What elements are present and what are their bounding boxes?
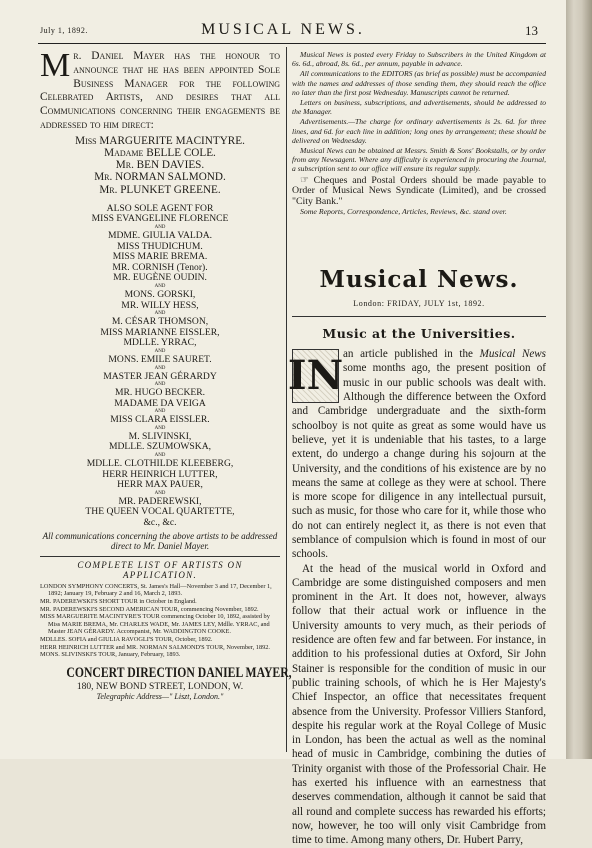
artist-name: HERR MAX PAUER, bbox=[117, 479, 203, 491]
masthead: Musical News. bbox=[319, 266, 519, 294]
artist-name: MISS MARIE BREMA. bbox=[112, 251, 208, 263]
artist-name: MR. HUGO BECKER. bbox=[114, 387, 206, 399]
and-separator: AND bbox=[154, 224, 166, 230]
artist-name: &c., &c. bbox=[143, 517, 177, 529]
artist-name: MDME. GIULIA VALDA. bbox=[107, 229, 213, 241]
artist-name: MDLLE. YRRAC, bbox=[123, 337, 197, 349]
notice-paragraph: Musical News can be obtained at Messrs. Smith & Sons' Bookstalls, or by order from any Newsagent. Where any difficulty is experienced in procuring the Journal, a subscription sent to our office will ensure its regular supply. bbox=[292, 146, 546, 174]
page-edge bbox=[566, 0, 592, 759]
masthead-dateline: London: FRIDAY, JULY 1st, 1892. bbox=[353, 299, 485, 309]
and-separator: AND bbox=[154, 283, 166, 289]
artist-name: Madame BELLE COLE. bbox=[104, 146, 216, 159]
artist-name: THE QUEEN VOCAL QUARTETTE, bbox=[85, 506, 235, 518]
notice-paragraph: Advertisements.—The charge for ordinary advertisements is 2s. 6d. for three lines, and 6d. for each line in addition; long ones by arrangement; these should be delivered on Wednesday. bbox=[292, 117, 546, 145]
divider-rule bbox=[40, 556, 280, 557]
artist-name: MR. WILLY HESS, bbox=[121, 299, 199, 311]
complete-list-heading: COMPLETE LIST OF ARTISTS ON APPLICATION. bbox=[77, 559, 243, 580]
masthead-rule bbox=[292, 316, 546, 317]
artist-name: Mr. PLUNKET GREENE. bbox=[99, 183, 221, 196]
artist-name: M. CÉSAR THOMSON, bbox=[111, 316, 209, 328]
notice-paragraph: Musical News is posted every Friday to Subscribers in the United Kingdom at 6s. 6d., abroad, 8s. 6d., per annum, payable in advance. bbox=[292, 50, 546, 69]
artist-name: Miss MARGUERITE MACINTYRE. bbox=[75, 134, 245, 147]
intro-drop-initial: M bbox=[40, 47, 71, 84]
column-divider bbox=[286, 47, 287, 752]
right-column bbox=[287, 50, 546, 848]
tour-item: MR. PADEREWSKI'S SHORT TOUR in October in England. bbox=[40, 598, 197, 606]
and-separator: AND bbox=[154, 382, 166, 388]
publisher-notices bbox=[292, 50, 546, 174]
advertisement-intro bbox=[40, 47, 280, 133]
and-separator: AND bbox=[154, 490, 166, 496]
artist-name: MDLLE. CLOTHILDE KLEEBERG, bbox=[86, 458, 234, 470]
reports-notice: Some Reports, Correspondence, Articles, Reviews, &c. stand over. bbox=[300, 207, 507, 217]
artist-name: MR. EUGÈNE OUDIN. bbox=[113, 272, 207, 284]
page-number: 13 bbox=[525, 23, 538, 38]
artist-name: MISS EVANGELINE FLORENCE bbox=[91, 213, 229, 225]
tour-item: LONDON SYMPHONY CONCERTS, St. James's Hall—November 3 and 17, December 1, 1892; January 19, February 2 and 16, March 2, 1893. bbox=[40, 582, 272, 598]
tour-item: MDLLES. SOFIA and GIULIA RAVOGLI'S TOUR, October, 1892. bbox=[40, 635, 213, 643]
article-drop-initial: IN bbox=[292, 349, 339, 403]
intro-text: r. Daniel Mayer has the honour to announce that he has been appointed Sole Business Manager for the following Celebrated Artists, and desires that all Communications concerning their engagements be addressed to him direct: bbox=[40, 50, 280, 131]
artist-name: MONS. EMILE SAURET. bbox=[108, 353, 212, 365]
artist-name: MASTER JEAN GÉRARDY bbox=[103, 370, 217, 382]
artist-name: MR. PADEREWSKI, bbox=[118, 495, 202, 507]
artist-name: MONS. GORSKI, bbox=[124, 288, 196, 300]
left-column bbox=[40, 47, 292, 701]
cheques-notice: ☞ Cheques and Postal Orders should be made payable to Order of Musical News Syndicate (Limited), and be crossed "City Bank." bbox=[292, 174, 546, 207]
article-paragraph: At the head of the musical world in Oxford and Cambridge are some distinguished composers and men prominent in the Art. It does not, however, always follow that their actual work or influence in the University amounts to very much, as their periods of residence are often few and far between. For instance, in addition to his professional duties at Oxford, Sir John Stainer is responsible for the condition of music in our public training schools, of which he is Her Majesty's Chief Inspector, an office that necessitates frequent absence from the University. Professor Villiers Stanford, despite his regular work at the Royal College of Music in London, has been the actual as well as the nominal head of music in Cambridge, combining the duties of Trinity organist with those of the Professorial Chair. He has exerted his influence with an earnestness that deserves commendation, although it cannot be said that all round and complete success has rewarded his efforts; now, however, he too will only visit Cambridge from time to time. Among many others, Dr. Hubert Parry, bbox=[292, 562, 546, 847]
tour-item: MISS MARGUERITE MACINTYRE'S TOUR commencing October 10, 1892, assisted by Miss MARIE BREMA, Mr. CHARLES WADE, Mr. JAMES LEY, Mdlle. YRRAC, and Master JEAN GÉRARDY. Accompanist, Mr. WADDINGTON COOKE. bbox=[40, 613, 270, 636]
artist-name: MISS CLARA EISSLER. bbox=[110, 414, 210, 426]
artist-name: MISS THUDICHUM. bbox=[117, 240, 203, 252]
agency-address: 180, NEW BOND STREET, LONDON, W. bbox=[76, 681, 244, 692]
main-artists-list bbox=[40, 136, 280, 196]
artist-name: Mr. BEN DAVIES. bbox=[115, 159, 205, 172]
header-rule bbox=[38, 43, 546, 44]
notice-paragraph: All communications to the EDITORS (as brief as possible) must be accompanied with the names and addresses of those sending them, they should reach the office no later than the first post Wednesday. Manuscripts cannot be returned. bbox=[292, 69, 546, 97]
artist-name: MADAME DA VEIGA bbox=[114, 397, 206, 409]
and-separator: AND bbox=[154, 311, 166, 317]
article-body bbox=[287, 347, 546, 847]
and-separator: AND bbox=[154, 409, 166, 415]
header-date: July 1, 1892. bbox=[40, 26, 88, 35]
tours-list bbox=[40, 583, 280, 659]
telegraphic-address: Telegraphic Address—" Liszt, London." bbox=[96, 691, 224, 701]
artist-name: MR. CORNISH (Tenor). bbox=[112, 261, 208, 273]
and-separator: AND bbox=[154, 348, 166, 354]
artist-name: Mr. NORMAN SALMOND. bbox=[94, 171, 226, 184]
communications-note: All communications concerning the above artists to be addressed direct to Mr. Daniel Mayer. bbox=[42, 530, 278, 552]
tour-item: MR. PADEREWSKI'S SECOND AMERICAN TOUR, commencing November, 1892. bbox=[40, 605, 259, 613]
notice-paragraph: Letters on business, subscriptions, and advertisements, should be addressed to the Manager. bbox=[292, 98, 546, 117]
running-header bbox=[0, 23, 566, 39]
concert-direction-heading: CONCERT DIRECTION DANIEL MAYER, bbox=[66, 664, 292, 681]
tour-item: HERR HEINRICH LUTTER and MR. NORMAN SALMOND'S TOUR, November, 1892. bbox=[40, 643, 270, 651]
header-title: MUSICAL NEWS. bbox=[201, 21, 365, 38]
and-separator: AND bbox=[154, 365, 166, 371]
and-separator: AND bbox=[154, 453, 166, 459]
artist-name: M. SLIVINSKI, bbox=[128, 430, 192, 442]
and-separator: AND bbox=[154, 425, 166, 431]
tour-item: MONS. SLIVINSKI'S TOUR, January, February, 1893. bbox=[40, 651, 181, 659]
sole-agent-heading: ALSO SOLE AGENT FOR bbox=[106, 202, 214, 214]
article-title: Music at the Universities. bbox=[322, 326, 516, 342]
artist-name: MISS MARIANNE EISSLER, bbox=[100, 326, 220, 338]
article-paragraph: IN an article published in the Musical News some months ago, the present position of music in our public schools was dealt with. Although the difference between the Oxford and Cambridge undergraduate and the sixth-form schoolboy is not quite as great as some would have us believe, yet it is undeniable that his tastes, to a large extent, do undergo a change during his sojourn at the University, and the conditions of his existence are by no means the same at college as they were at school. There is more scope for diligence in any intellectual pursuit, such as music, for those who care for it, while those who do not can entirely neglect it, as there is not even that semblance of compulsion which is found in most of our schools. bbox=[287, 348, 546, 561]
artist-name: MDLLE. SZUMOWSKA, bbox=[108, 441, 212, 453]
artist-name: HERR HEINRICH LUTTER, bbox=[102, 468, 218, 480]
